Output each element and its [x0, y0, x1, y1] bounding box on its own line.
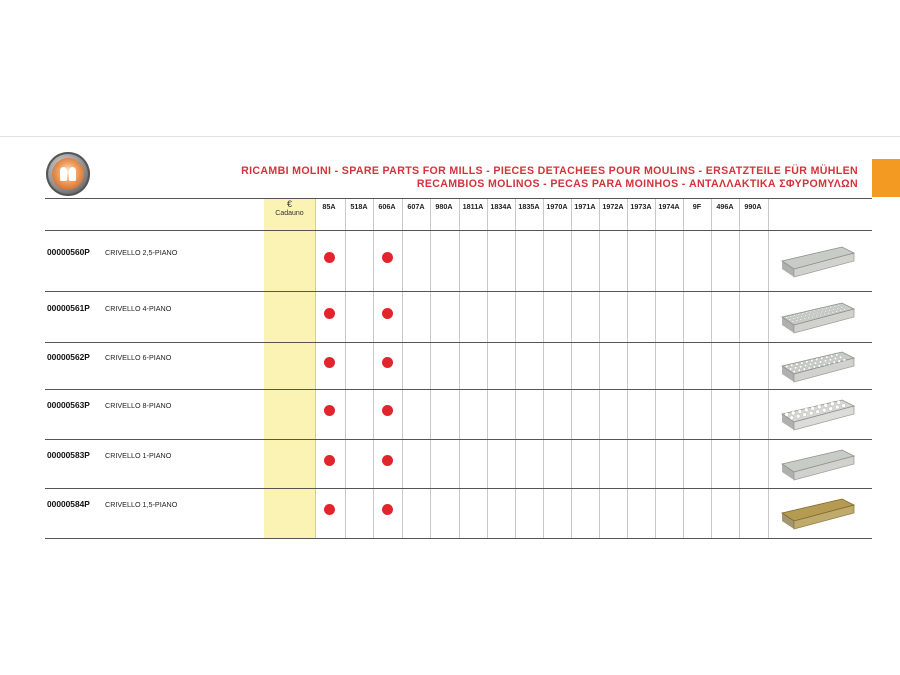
grid-hline	[45, 291, 872, 292]
grid-hline	[45, 230, 872, 231]
compatibility-dot	[382, 357, 393, 368]
grid-vline	[430, 198, 431, 538]
part-description: CRIVELLO 1,5-PIANO	[105, 500, 178, 509]
grid-vline	[655, 198, 656, 538]
compatibility-dot	[382, 455, 393, 466]
compatibility-dot	[382, 504, 393, 515]
compatibility-dot	[382, 252, 393, 263]
column-header-1835a: 1835A	[518, 202, 540, 211]
compatibility-dot	[382, 405, 393, 416]
parts-table	[45, 198, 872, 538]
screen-part-image	[778, 392, 858, 441]
part-code: 00000561P	[47, 302, 90, 313]
price-column	[264, 198, 315, 538]
column-header-9f: 9F	[692, 202, 702, 211]
part-description: CRIVELLO 2,5-PIANO	[105, 247, 178, 257]
part-description: CRIVELLO 6-PIANO	[105, 352, 172, 362]
grid-vline	[739, 198, 740, 538]
grid-hline	[45, 439, 872, 440]
grid-vline	[711, 198, 712, 538]
title-line-2: RECAMBIOS MOLINOS - PECAS PARA MOINHOS - ΑΝΤΑΛΛΑΚΤΙΚΑ ΣΦΥΡΟΜΥΛΩΝ	[416, 178, 858, 190]
part-code: 00000563P	[47, 400, 90, 410]
column-header-1970a: 1970A	[546, 202, 568, 211]
grid-vline	[515, 198, 516, 538]
column-header-990a: 990A	[744, 202, 762, 211]
grid-hline	[45, 538, 872, 539]
column-header-496a: 496A	[716, 202, 734, 211]
grid-hline	[45, 488, 872, 489]
euro-symbol: €	[286, 199, 292, 209]
grid-vline	[599, 198, 600, 538]
compatibility-dot	[324, 357, 335, 368]
page-title	[241, 165, 858, 191]
grid-hline	[45, 389, 872, 390]
column-header-1972a: 1972A	[602, 202, 624, 211]
column-header-606a: 606A	[378, 202, 396, 211]
grid-hline	[45, 342, 872, 343]
column-header-1971a: 1971A	[574, 202, 596, 211]
grid-vline	[373, 198, 374, 538]
compatibility-dot	[324, 308, 335, 319]
grid-vline	[402, 198, 403, 538]
top-divider	[0, 136, 900, 137]
column-header-1811a: 1811A	[462, 202, 484, 211]
grid-vline	[683, 198, 684, 538]
screen-part-image	[778, 344, 858, 393]
part-description: CRIVELLO 1-PIANO	[105, 450, 172, 460]
screen-part-image	[778, 295, 858, 344]
title-line-1: RICAMBI MOLINI - SPARE PARTS FOR MILLS - PIECES DETACHEES POUR MOULINS - ERSATZTEILE FÜR MÜHLEN	[241, 165, 858, 177]
compatibility-dot	[382, 308, 393, 319]
part-code: 00000560P	[47, 246, 90, 257]
column-header-607a: 607A	[407, 202, 425, 211]
price-header	[264, 200, 315, 218]
column-header-518a: 518A	[350, 202, 368, 211]
section-tab	[872, 159, 900, 197]
brand-logo	[46, 152, 90, 196]
grid-vline	[768, 198, 769, 538]
grid-vline	[543, 198, 544, 538]
screen-part-image	[778, 491, 858, 540]
column-header-980a: 980A	[435, 202, 453, 211]
grid-vline	[627, 198, 628, 538]
part-code: 00000562P	[47, 351, 90, 362]
grid-vline	[459, 198, 460, 538]
column-header-85a: 85A	[322, 202, 336, 211]
grid-vline	[487, 198, 488, 538]
column-header-1834a: 1834A	[490, 202, 512, 211]
price-unit-label: Cadauno	[275, 210, 304, 217]
grid-vline	[345, 198, 346, 538]
screen-part-image	[778, 442, 858, 491]
part-description: CRIVELLO 4-PIANO	[105, 303, 172, 313]
part-code: 00000583P	[47, 449, 90, 460]
column-header-1974a: 1974A	[658, 202, 680, 211]
column-header-1973a: 1973A	[630, 202, 652, 211]
part-code: 00000584P	[47, 499, 90, 509]
compatibility-dot	[324, 455, 335, 466]
part-description: CRIVELLO 8-PIANO	[105, 401, 172, 410]
compatibility-dot	[324, 405, 335, 416]
grid-hline	[45, 198, 872, 199]
grid-vline	[571, 198, 572, 538]
screen-part-image	[778, 239, 858, 288]
compatibility-dot	[324, 504, 335, 515]
compatibility-dot	[324, 252, 335, 263]
grid-vline	[315, 198, 316, 538]
